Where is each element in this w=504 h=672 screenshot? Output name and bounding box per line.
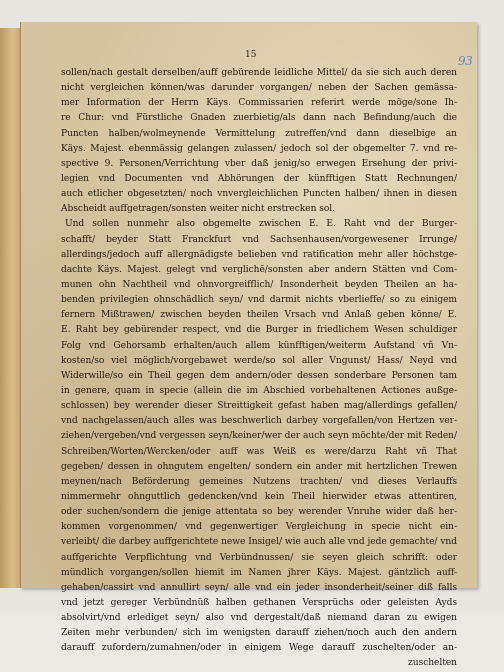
text-line: dachte Käys. Majest. gelegt vnd verglichē/sonsten aber andern Stätten vnd Com- xyxy=(61,264,457,275)
text-line: kosten/so viel möglich/vorgebawet werde/so sol aller Vngunst/ Hass/ Neyd vnd xyxy=(61,355,457,366)
text-line: Puncten halben/wolmeynende Vermittelung zutreffen/vnd dann dieselbige an xyxy=(61,128,457,139)
text-line: munen ohn Nachtheil vnd ohnvorgreifflich/ Insonderheit beyden Theilen an ha- xyxy=(61,279,457,290)
text-line: darauff zufordern/zumahnen/oder in einigem Wege darauff zuschelten/oder an- xyxy=(61,643,457,654)
text-line: auch etlicher obgesetzten/ noch vnvergleichlichen Puncten halben/ ihnen in diesen xyxy=(61,189,457,200)
text-line: spective 9. Personen/Verrichtung vber daß jenig/so erwegen Ersehung der privi- xyxy=(61,158,457,169)
left-page-edge xyxy=(0,28,21,588)
text-line: E. Raht bey gebürender respect, vnd die Burger in friedlichem Wesen schuldiger xyxy=(61,325,457,336)
text-line: sollen/nach gestalt derselben/auff gebürende leidliche Mittel/ da sie sich auch deren xyxy=(61,68,457,78)
text-line: gegeben/ dessen in ohngutem engelten/ sondern ein ander mit hertzlichen Trewen xyxy=(61,461,457,472)
text-line: nimmermehr ohnguttlich gedencken/vnd kein Theil hierwider etwas attentiren, xyxy=(61,491,457,502)
text-line: absolvirt/vnd erlediget seyn/ also vnd dergestalt/daß niemand daran zu ewigen xyxy=(61,613,457,624)
text-line: Folg vnd Gehorsamb erhalten/auch allem künfftigen/weiterm Aufstand vñ Vn- xyxy=(61,340,457,351)
page-number: 15 xyxy=(245,50,257,60)
text-line: allerdings/jedoch auff allergnädigste belieben vnd ratification mehr aller höchstge- xyxy=(61,249,457,260)
text-line: nicht vergleichen können/was darunder vorgangen/ neben der Sachen gemässa- xyxy=(61,83,457,94)
archive-mark: 93 xyxy=(458,54,473,68)
text-line: meynen/nach Beförderung gemeines Nutzens trachten/ vnd dieses Verlauffs xyxy=(61,476,457,487)
text-line: Schreiben/Worten/Wercken/oder auff was Weiß es were/darzu Raht vñ That xyxy=(61,446,457,457)
text-line: verleibt/ die darbey auffgerichtete newe Insigel/ wie auch alle vnd jede gemachte/ vnd xyxy=(61,537,457,548)
text-line: benden privilegien ohnschädlich seyn/ vnd darmit nichts vberlieffe/ so zu einigem xyxy=(61,295,457,306)
text-line: Und sollen nunmehr also obgemelte zwischen E. E. Raht vnd der Burger- xyxy=(65,219,457,230)
text-line: fernern Mißtrawen/ zwischen beyden theilen Vrsach vnd Anlaß geben könne/ E. xyxy=(61,310,457,321)
text-line: vnd jetzt gereger Verbündnüß halben gethanen Versprüchs oder geleisten Ayds xyxy=(61,597,457,608)
text-line: mündlich vorgangen/sollen hiemit im Namen jhrer Käys. Majest. gäntzlich auff- xyxy=(61,567,457,578)
body-text xyxy=(61,66,457,672)
text-line: ziehen/vergeben/vnd vergessen seyn/keiner/wer der auch seyn möchte/der mit Reden/ xyxy=(61,431,457,442)
text-line: auffgerichte Verpflichtung vnd Verbündnussen/ sie seyen gleich schrifft: oder xyxy=(61,552,457,563)
text-line: Abscheidt auffgetragen/sonsten weiter nicht erstrecken sol. xyxy=(61,204,335,215)
text-line: schlossen) bey werender dieser Streittigkeit gefast haben mag/allerdings gefallen/ xyxy=(61,401,457,412)
text-line: oder suchen/sondern die jenige attentata so bey werender Vnruhe wider daß her- xyxy=(61,507,457,518)
text-line: kommen vorgenommen/ vnd gegenwertiger Vergleichung in specie nicht ein- xyxy=(61,522,457,533)
text-line: in genere, quam in specie (allein die im Abschied vorbehaltenen Actiones außge- xyxy=(61,385,457,396)
text-line: Käys. Majest. ebenmässig gelangen zulassen/ jedoch sol der obgemelter 7. vnd re- xyxy=(61,143,457,154)
text-line: vnd nachgelassen/auch alles was beschwerlich darbey vorgefallen/von Hertzen ver- xyxy=(61,416,457,427)
text-line: legien vnd Documenten vnd Abhörungen der künfftigen Statt Rechnungen/ xyxy=(61,173,457,184)
text-line: Zeiten mehr verbunden/ sich im wenigsten darauff ziehen/noch auch den andern xyxy=(61,628,457,639)
document-page xyxy=(20,22,477,669)
text-line: gehaben/cassirt vnd annullirt seyn/ alle vnd ein jeder insonderheit/seiner diß falls xyxy=(61,582,457,593)
text-line: mer Information der Herrn Käys. Commissarien referirt werde möge/sone Ih- xyxy=(61,98,457,109)
text-line: zuschelten xyxy=(408,658,457,669)
text-line: Widerwille/so ein Theil gegen dem andern/oder dessen sonderbare Personen tam xyxy=(61,370,457,381)
text-line: schafft/ beyder Statt Franckfurt vnd Sachsenhausen/vorgewesener Irrunge/ xyxy=(61,234,457,245)
text-line: re Chur: vnd Fürstliche Gnaden zuerbietig/als dann nach Befindung/auch die xyxy=(61,113,457,124)
